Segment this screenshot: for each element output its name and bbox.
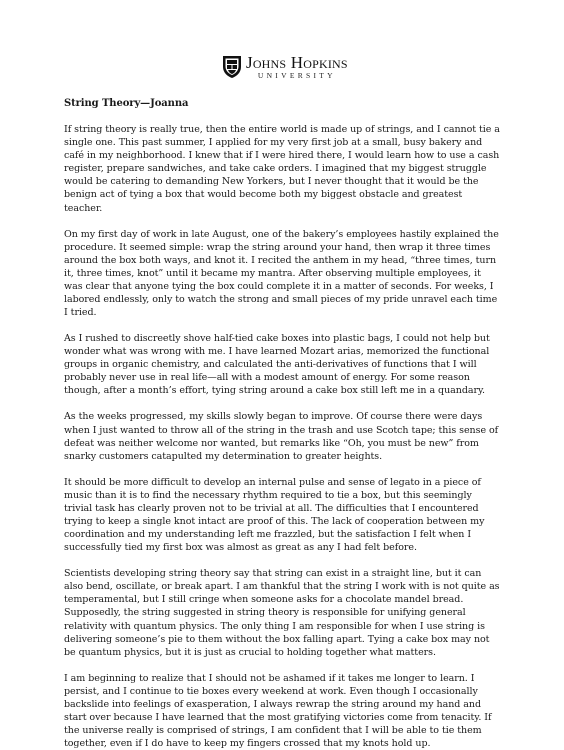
logo-subtitle: UNIVERSITY (257, 71, 336, 80)
paragraph-7: I am beginning to realize that I should not be ashamed if it takes me longer to learn. I persist, and I continue to tie boxes every weekend at work. Even though I occasionally backslide into feelings of exasperation, I always rewrap the string around my hand and start over because I have learned that the most gratifying victories come from tenacity. If the universe really is comprised of strings, I am confident that I will be able to tie them together, even if I do have to keep my fingers crossed that my knots hold up. (64, 672, 492, 750)
paragraph-1: If string theory is really true, then the entire world is made up of strings, and I cannot tie a single one. This past summer, I applied for my very first job at a small, busy bakery and café in my neighborhood. I knew that if I were hired there, I would learn how to use a cash register, prepare sandwiches, and take cake orders. I imagined that my biggest struggle would be catering to demanding New Yorkers, but I never thought that it would be the benign act of tying a box that would become both my biggest obstacle and greatest teacher. (64, 124, 500, 214)
paragraph-4: As the weeks progressed, my skills slowly began to improve. Of course there were days when I just wanted to throw all of the string in the trash and use Scotch tape; this sense of defeat was neither welcome nor wanted, but remarks like “Oh, you must be new” from snarky customers catapulted my determination to greater heights. (64, 411, 499, 462)
logo-name: Johns Hopkins (246, 53, 348, 72)
paragraph-6: Scientists developing string theory say that string can exist in a straight line, but it can also bend, oscillate, or break apart. I am thankful that the string I work with is not quite as temperamental, but I still cringe when someone asks for a chocolate mandel bread. Supposedly, the string suggested in string theory is responsible for unifying general relativity with quantum physics. The only thing I am responsible for when I use string is delivering someone’s pie to them without the box falling apart. Tying a cake box may not be quantum physics, but it is just as crucial to holding together what matters. (64, 568, 500, 658)
paragraph-3: As I rushed to discreetly shove half-tied cake boxes into plastic bags, I could not help but wonder what was wrong with me. I have learned Mozart arias, memorized the functional groups in organic chemistry, and calculated the anti-derivatives of functions that I will probably never use in real life—all with a modest amount of energy. For some reason though, after a month’s effort, tying string around a cake box still left me in a quandary. (64, 333, 490, 397)
paragraph-2: On my first day of work in late August, one of the bakery’s employees hastily explained the procedure. It seemed simple: wrap the string around your hand, then wrap it three times around the box both ways, and knot it. I recited the anthem in my head, “three times, turn it, three times, knot” until it became my mantra. After observing multiple employees, it was clear that anyone tying the box could complete it in a matter of seconds. For weeks, I labored endlessly, only to watch the strong and small pieces of my pride unravel each time I tried. (64, 228, 499, 319)
document-title: String Theory—Joanna (64, 98, 189, 109)
university-logo (222, 54, 348, 80)
paragraph-5: It should be more difficult to develop an internal pulse and sense of legato in a piece of music than it is to find the necessary rhythm required to tie a box, but this seemingly trivial task has clearly proven not to be trivial at all. The difficulties that I encountered trying to keep a single knot intact are proof of this. The lack of cooperation between my coordination and my understanding left me frazzled, but the satisfaction I felt when I successfully tied my first box was almost as great as any I had felt before. (64, 476, 485, 554)
shield-icon (222, 55, 242, 79)
essay-body (64, 123, 500, 750)
